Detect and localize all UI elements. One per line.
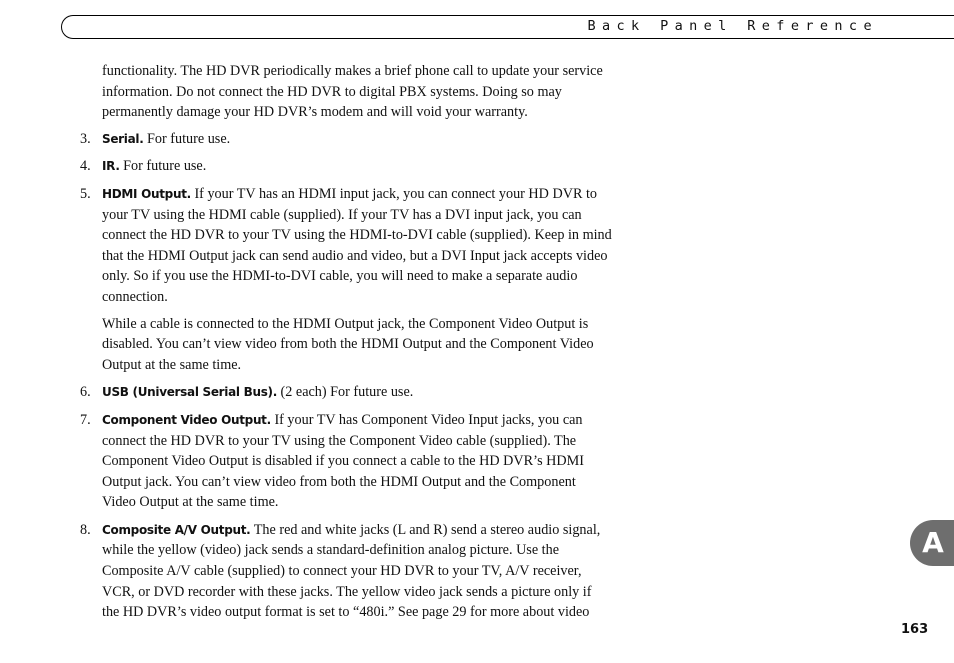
item-number: 5. xyxy=(80,185,91,202)
item-label: HDMI Output. xyxy=(102,186,191,201)
item-text: If your TV has an HDMI input jack, you can connect your HD DVR to your TV using the HDMI cable (supplied). If your TV has a DVI input jack, you can connect the HD DVR to your TV using the HDMI-to-DVI cable (supplied). Keep in mind that the HDMI Output jack can send audio and video, but a DVI Input jack accepts video only. So if you use the HDMI-to-DVI cable, you will need to make a separate audio connection. xyxy=(102,185,612,305)
body-text xyxy=(80,61,612,630)
list-item xyxy=(80,129,612,150)
list-item xyxy=(80,382,612,403)
item-label: Composite A/V Output. xyxy=(102,522,251,537)
item-extra-paragraph: While a cable is connected to the HDMI Output jack, the Component Video Output is disabled. You can’t view video from both the HDMI Output and the Component Video Output at the same time. xyxy=(102,315,594,373)
list-item xyxy=(80,156,612,177)
list-item xyxy=(80,184,612,375)
page-number: 163 xyxy=(901,622,929,637)
item-number: 6. xyxy=(80,384,91,401)
intro-paragraph: functionality. The HD DVR periodically makes a brief phone call to update your service information. Do not connect the HD DVR to digital PBX systems. Doing so may permanently damage your HD DVR’s modem and will void your warranty. xyxy=(102,63,603,121)
list-item xyxy=(80,410,612,513)
item-text: For future use. xyxy=(143,130,231,147)
item-text: The red and white jacks (L and R) send a stereo audio signal, while the yellow (video) jack sends a standard-definition analog picture. Use the Composite A/V cable (supplied) to connect your HD DVR to your TV, A/V receiver, VCR, or DVD recorder with these jacks. The yellow video jack sends a picture only if the HD DVR’s video output format is set to “480i.” See page 29 for more about video xyxy=(102,521,601,621)
item-number: 8. xyxy=(80,521,91,538)
appendix-tab-letter: A xyxy=(922,526,944,559)
item-number: 7. xyxy=(80,411,91,428)
item-label: USB (Universal Serial Bus). xyxy=(102,385,277,400)
item-label: IR. xyxy=(102,159,120,174)
item-number: 3. xyxy=(80,130,91,147)
item-text: For future use. xyxy=(119,158,207,175)
running-header-title: Back Panel Reference xyxy=(587,18,878,34)
item-label: Serial. xyxy=(102,131,144,146)
item-text: If your TV has Component Video Input jacks, you can connect the HD DVR to your TV using the Component Video cable (supplied). The Component Video Output is disabled if you connect a cable to the HD DVR’s HDMI Output jack. You can’t view video from both the HDMI Output and the Component Video Output at the same time. xyxy=(102,411,584,511)
item-text: (2 each) For future use. xyxy=(276,384,414,401)
item-number: 4. xyxy=(80,158,91,175)
list-item xyxy=(80,520,612,623)
item-label: Component Video Output. xyxy=(102,412,271,427)
